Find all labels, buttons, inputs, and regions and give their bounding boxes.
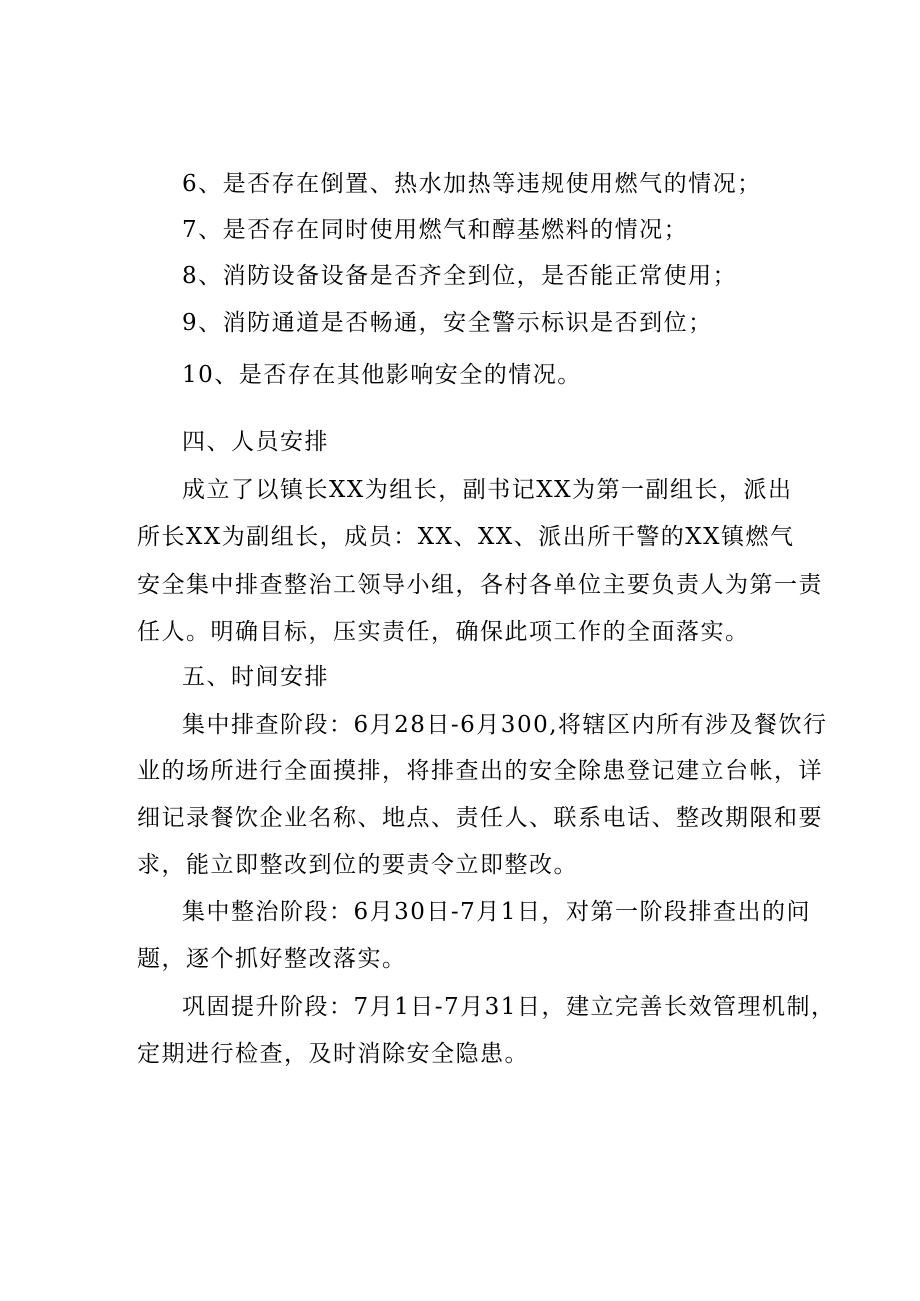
checklist-item-8: 8、消防设备设备是否齐全到位，是否能正常使用； xyxy=(182,263,738,289)
schedule-stage3-line: 巩固提升阶段：7月1日-7月31日，建立完善长效管理机制， xyxy=(182,994,836,1020)
personnel-paragraph-line: 任人。明确目标，压实责任，确保此项工作的全面落实。 xyxy=(137,619,750,645)
schedule-stage1-line: 求，能立即整改到位的要责令立即整改。 xyxy=(137,852,578,878)
schedule-stage1-line: 细记录餐饮企业名称、地点、责任人、联系电话、整改期限和要 xyxy=(137,805,823,831)
schedule-stage1-line: 集中排查阶段：6月28日-6月300,将辖区内所有涉及餐饮行 xyxy=(182,712,828,738)
schedule-stage2-line: 集中整治阶段：6月30日-7月1日，对第一阶段排查出的问 xyxy=(182,899,811,925)
personnel-paragraph-line: 所长XX为副组长，成员：XX、XX、派出所干警的XX镇燃气 xyxy=(137,524,795,550)
schedule-stage1-line: 业的场所进行全面摸排，将排查出的安全除患登记建立台帐，详 xyxy=(137,758,823,784)
section-heading-personnel: 四、人员安排 xyxy=(182,429,329,455)
schedule-stage2-line: 题，逐个抓好整改落实。 xyxy=(137,946,407,972)
schedule-stage3-line: 定期进行检查，及时消除安全隐患。 xyxy=(137,1041,529,1067)
checklist-item-9: 9、消防通道是否畅通，安全警示标识是否到位； xyxy=(182,310,713,336)
personnel-paragraph-line: 安全集中排查整治工领导小组，各村各单位主要负责人为第一责 xyxy=(137,572,823,598)
section-heading-schedule: 五、时间安排 xyxy=(182,664,329,690)
checklist-item-6: 6、是否存在倒置、热水加热等违规使用燃气的情况； xyxy=(182,171,762,197)
checklist-item-7: 7、是否存在同时使用燃气和醇基燃料的情况； xyxy=(182,217,689,243)
personnel-paragraph-line: 成立了以镇长XX为组长，副书记XX为第一副组长，派出 xyxy=(182,477,793,503)
checklist-item-10: 10、是否存在其他影响安全的情况。 xyxy=(182,362,582,388)
